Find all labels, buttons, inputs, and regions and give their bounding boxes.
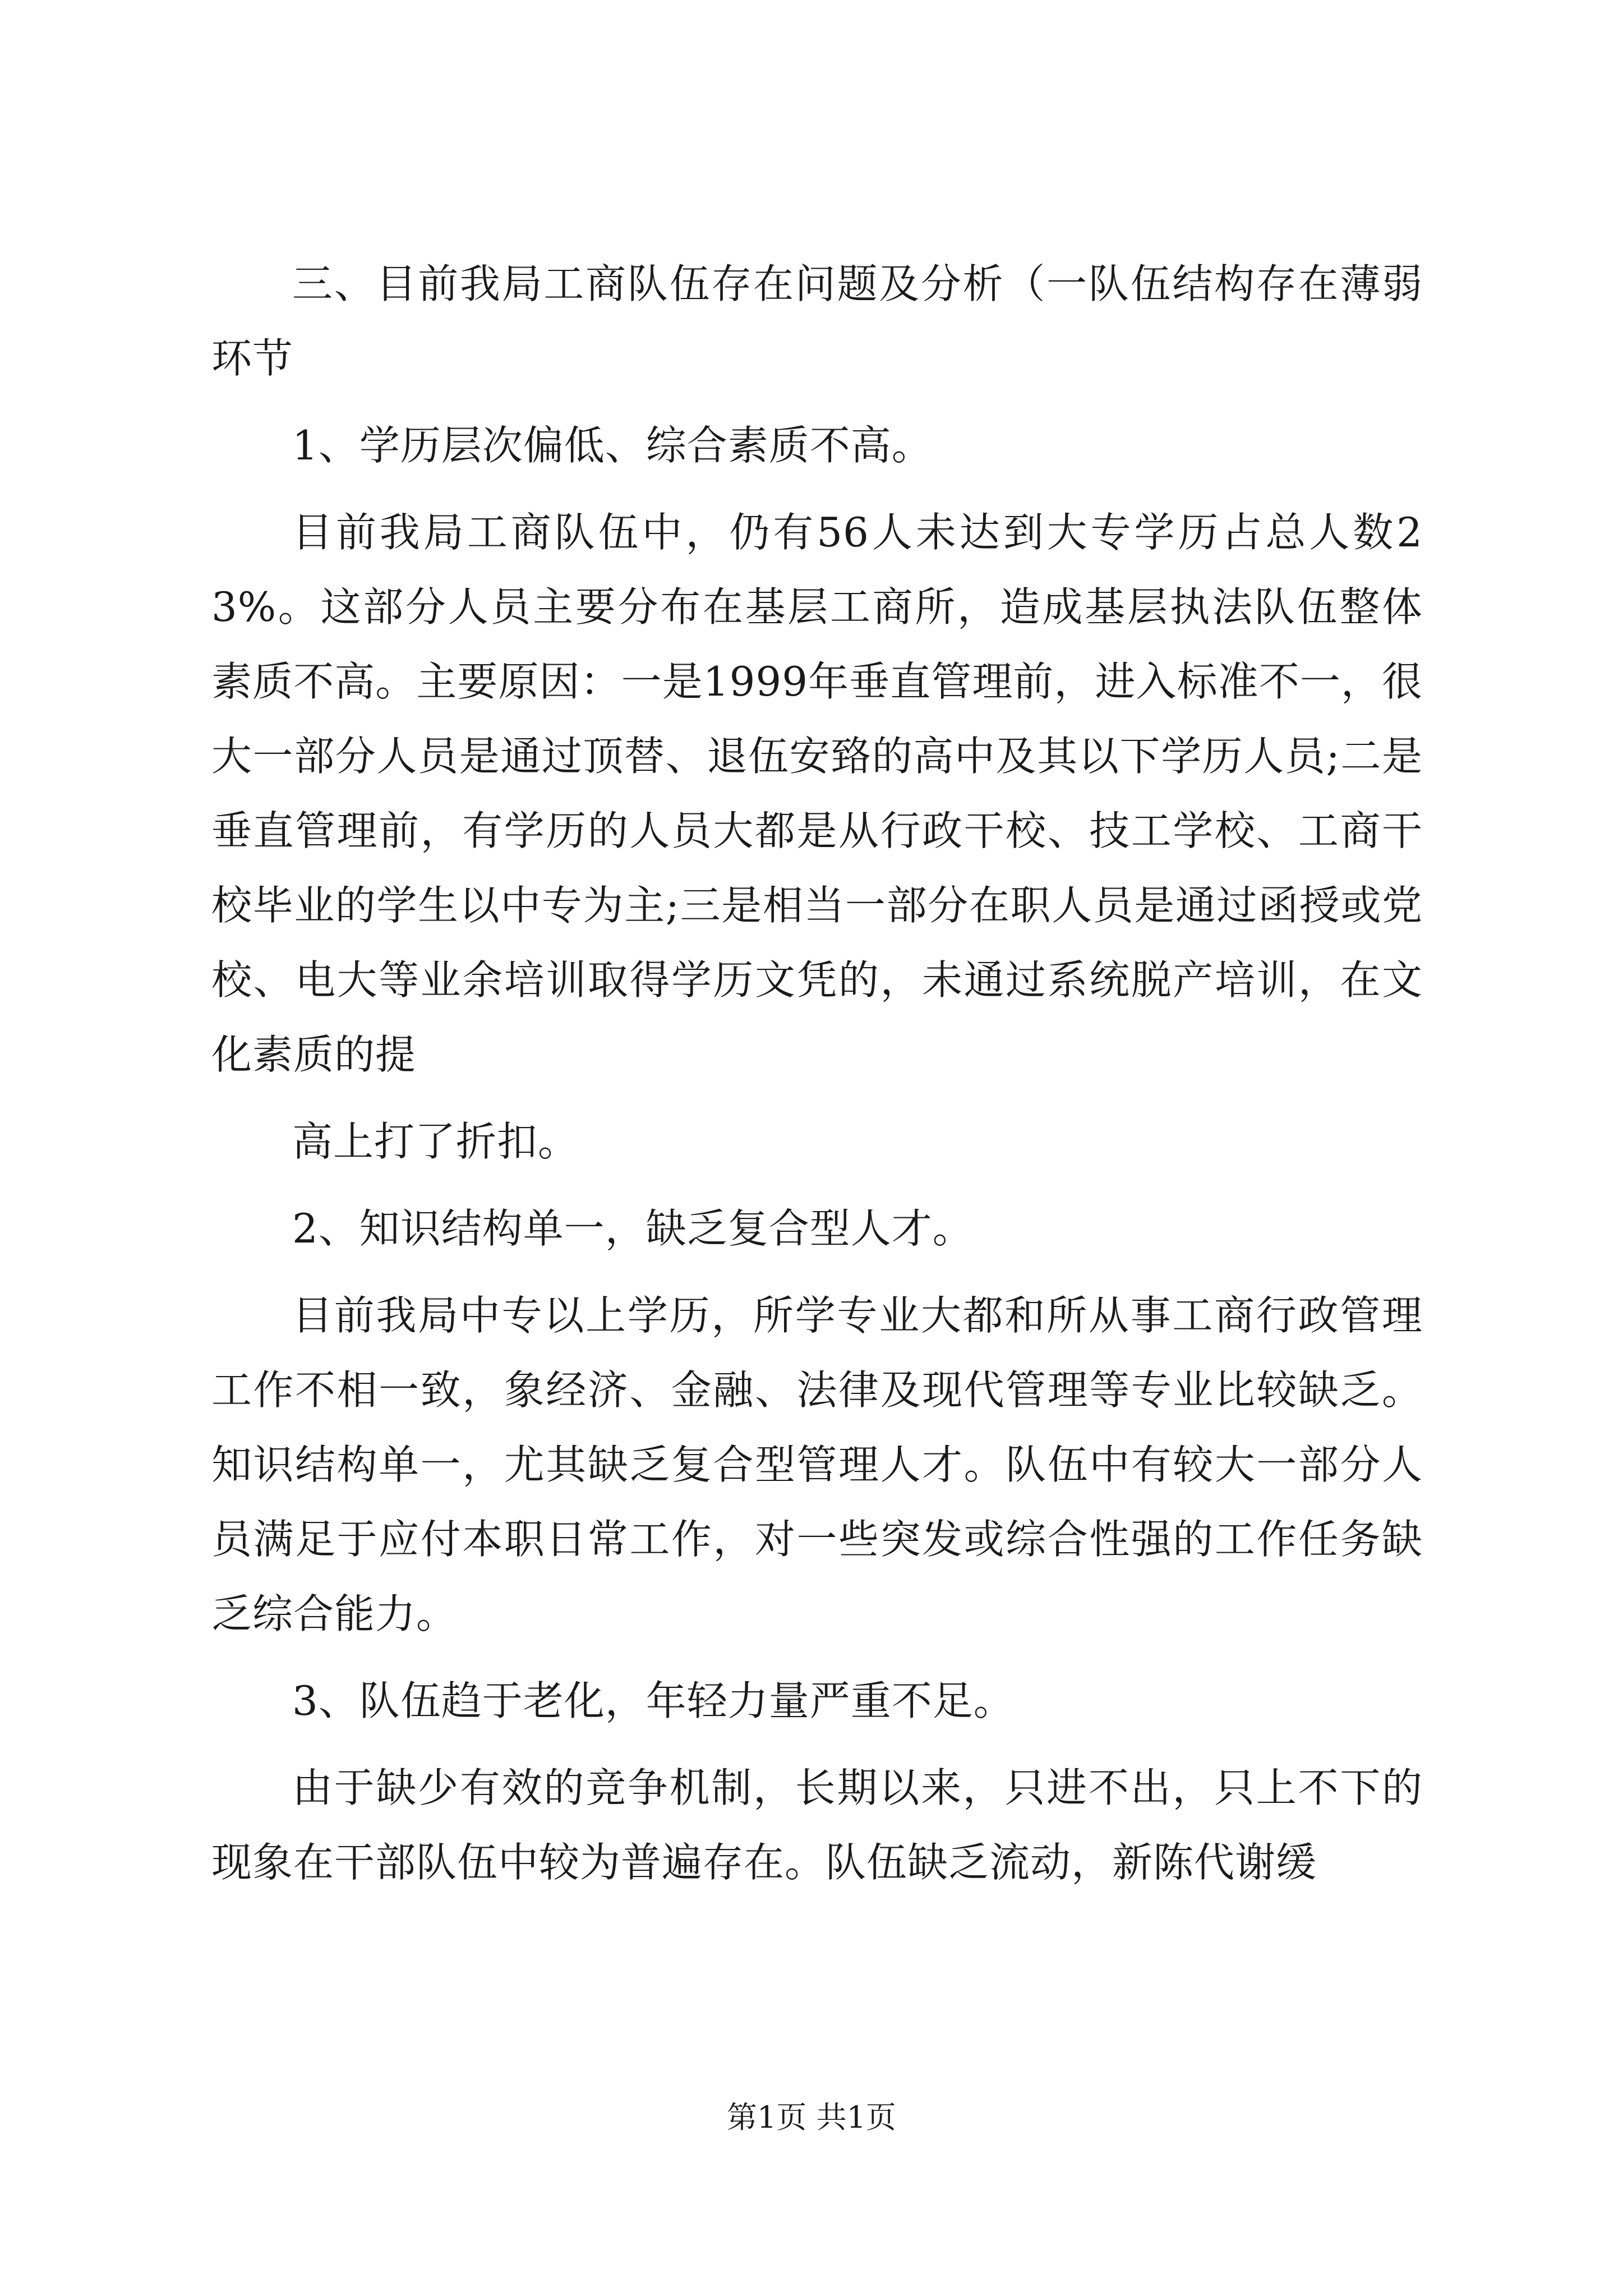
- subheading-2: 2、知识结构单一，缺乏复合型人才。: [292, 1205, 974, 1252]
- body-paragraph-3: 由于缺少有效的竞争机制，长期以来，只进不出，只上不下的现象在干部队伍中较为普遍存在。队伍缺乏流动，新陈代谢缓: [211, 1764, 1423, 1886]
- document-body: [211, 247, 1423, 1912]
- page-footer: 第1页 共1页: [727, 2100, 896, 2135]
- section-heading: 三、目前我局工商队伍存在问题及分析（一队伍结构存在薄弱环节: [211, 260, 1423, 382]
- body-paragraph-1-continued: 高上打了折扣。: [292, 1118, 579, 1165]
- subheading-3: 3、队伍趋于老化，年轻力量严重不足。: [292, 1677, 1015, 1724]
- body-paragraph-1: 目前我局工商队伍中，仍有56人未达到大专学历占总人数23%。这部分人员主要分布在基层工商所，造成基层执法队伍整体素质不高。主要原因：一是1999年垂直管理前，进入标准不一，很大一部分人员是通过顶替、退伍安臵的高中及其以下学历人员;二是垂直管理前，有学历的人员大都是从行政干校、技工学校、工商干校毕业的学生以中专为主;三是相当一部分在职人员是通过函授或党校、电大等业余培训取得学历文凭的，未通过系统脱产培训，在文化素质的提: [211, 509, 1423, 1078]
- subheading-1: 1、学历层次偏低、综合素质不高。: [292, 422, 933, 469]
- body-paragraph-2: 目前我局中专以上学历，所学专业大都和所从事工商行政管理工作不相一致，象经济、金融、法律及现代管理等专业比较缺乏。知识结构单一，尤其缺乏复合型管理人才。队伍中有较大一部分人员满足于应付本职日常工作，对一些突发或综合性强的工作任务缺乏综合能力。: [211, 1292, 1423, 1637]
